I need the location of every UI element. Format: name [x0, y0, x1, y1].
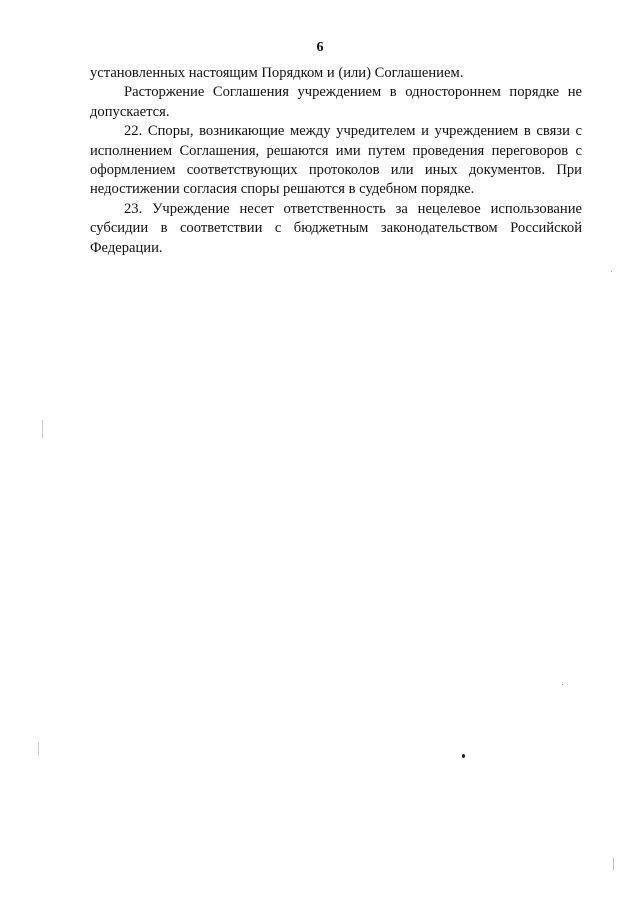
page-number: 6: [316, 40, 324, 55]
paragraph-continuation: установленных настоящим Порядком и (или) Соглашением.: [90, 65, 464, 81]
paragraph-22-disputes: 22. Споры, возникающие между учредителем и учреждением в связи с исполнением Соглашения, решаются ими путем проведения переговоров с оформлением соответствующих протоколов или иных документов. При недостижении согласия споры решаются в судебном порядке.: [90, 123, 582, 198]
paragraph-termination: Расторжение Соглашения учреждением в одностороннем порядке не допускается.: [90, 84, 582, 120]
scan-edge-mark: [613, 858, 614, 870]
scan-speck: [562, 684, 563, 685]
body-text: [90, 64, 582, 258]
scan-speck: [611, 271, 612, 272]
scan-speck: [462, 754, 465, 758]
scan-edge-mark: [42, 420, 43, 438]
scan-edge-mark: [38, 742, 39, 756]
paragraph-23-responsibility: 23. Учреждение несет ответственность за нецелевое использование субсидии в соответствии с бюджетным законодательством Российской Федерации.: [90, 200, 582, 256]
